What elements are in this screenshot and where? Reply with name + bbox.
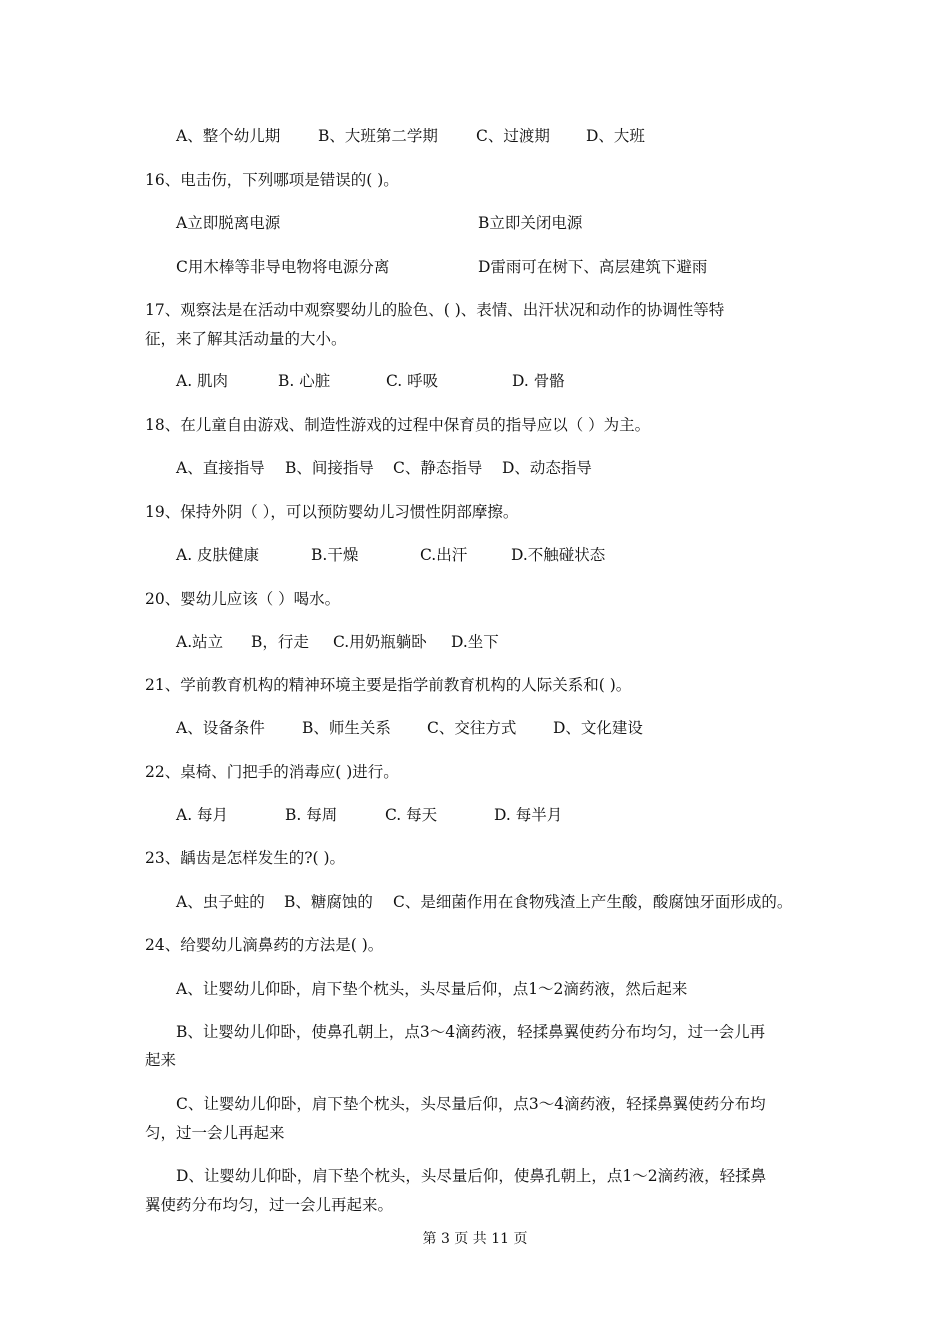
q19-option-a: A. 皮肤健康 xyxy=(176,546,260,564)
q19-option-b: B.干燥 xyxy=(311,546,359,564)
q23-options xyxy=(176,892,792,912)
q17-option-b: B. 心脏 xyxy=(278,372,331,390)
page-number: 第 3 页 共 11 页 xyxy=(422,1231,528,1247)
q20-option-c: C.用奶瓶躺卧 xyxy=(333,633,427,651)
q18-option-d: D、动态指导 xyxy=(502,459,592,477)
q24-option-c-line1: C、让婴幼儿仰卧，肩下垫个枕头，头尽量后仰，点3～4滴药液，轻揉鼻翼使药分布均 xyxy=(176,1095,766,1113)
q20-stem: 20、婴幼儿应该（ ）喝水。 xyxy=(145,590,341,608)
q17-option-c: C. 呼吸 xyxy=(386,372,439,390)
q24-stem: 24、给婴幼儿滴鼻药的方法是( )。 xyxy=(145,936,384,954)
q17-stem-line2: 征，来了解其活动量的大小。 xyxy=(145,330,347,348)
q20-options xyxy=(176,632,499,652)
q21-option-a: A、设备条件 xyxy=(176,719,265,737)
q16-option-b: B立即关闭电源 xyxy=(478,214,583,232)
q19-options xyxy=(176,545,605,565)
q21-stem: 21、学前教育机构的精神环境主要是指学前教育机构的人际关系和( )。 xyxy=(145,676,632,694)
q17-option-d: D. 骨骼 xyxy=(512,372,565,390)
q22-option-a: A. 每月 xyxy=(176,806,229,824)
q16-option-d: D雷雨可在树下、高层建筑下避雨 xyxy=(478,258,708,276)
q16-option-c: C用木棒等非导电物将电源分离 xyxy=(176,258,390,276)
q23-option-b: B、糖腐蚀的 xyxy=(284,893,373,911)
q16-stem: 16、电击伤，下列哪项是错误的( )。 xyxy=(145,171,399,189)
q24-option-a: A、让婴幼儿仰卧，肩下垫个枕头，头尽量后仰，点1～2滴药液，然后起来 xyxy=(176,980,688,998)
q23-option-c: C、是细菌作用在食物残渣上产生酸，酸腐蚀牙面形成的。 xyxy=(393,893,793,911)
q17-options xyxy=(176,371,565,391)
q22-option-b: B. 每周 xyxy=(285,806,338,824)
q18-option-c: C、静态指导 xyxy=(393,459,483,477)
q15-option-c: C、过渡期 xyxy=(476,127,550,145)
q22-stem: 22、桌椅、门把手的消毒应( )进行。 xyxy=(145,763,399,781)
q22-option-d: D. 每半月 xyxy=(494,806,563,824)
q24-option-d-line1: D、让婴幼儿仰卧，肩下垫个枕头，头尽量后仰，使鼻孔朝上，点1～2滴药液，轻揉鼻 xyxy=(176,1167,767,1185)
q24-option-b-line2: 起来 xyxy=(145,1051,177,1069)
q21-option-c: C、交往方式 xyxy=(427,719,517,737)
q24-option-b-line1: B、让婴幼儿仰卧，使鼻孔朝上，点3～4滴药液，轻揉鼻翼使药分布均匀，过一会儿再 xyxy=(176,1023,766,1041)
q22-options xyxy=(176,805,562,825)
q15-option-b: B、大班第二学期 xyxy=(318,127,438,145)
q15-option-d: D、大班 xyxy=(586,127,645,145)
q15-option-a: A、整个幼儿期 xyxy=(176,127,281,145)
q21-options xyxy=(176,718,643,738)
q16-option-a: A立即脱离电源 xyxy=(176,214,281,232)
q21-option-b: B、师生关系 xyxy=(302,719,391,737)
q18-option-a: A、直接指导 xyxy=(176,459,265,477)
q22-option-c: C. 每天 xyxy=(385,806,438,824)
q20-option-a: A.站立 xyxy=(176,633,224,651)
q24-option-d-line2: 翼使药分布均匀，过一会儿再起来。 xyxy=(145,1196,394,1214)
q17-stem-line1: 17、观察法是在活动中观察婴幼儿的脸色、( )、表情、出汗状况和动作的协调性等特 xyxy=(145,301,725,319)
q19-stem: 19、保持外阴（ ），可以预防婴幼儿习惯性阴部摩擦。 xyxy=(145,503,519,521)
q17-option-a: A. 肌肉 xyxy=(176,372,229,390)
q19-option-d: D.不触碰状态 xyxy=(511,546,606,564)
q24-option-c-line2: 匀，过一会儿再起来 xyxy=(145,1124,285,1142)
q18-stem: 18、在儿童自由游戏、制造性游戏的过程中保育员的指导应以（ ）为主。 xyxy=(145,416,651,434)
q20-option-b: B，行走 xyxy=(251,633,309,651)
q23-stem: 23、龋齿是怎样发生的?( )。 xyxy=(145,849,346,867)
q20-option-d: D.坐下 xyxy=(451,633,499,651)
q18-options xyxy=(176,458,592,478)
q15-options xyxy=(176,126,645,146)
q23-option-a: A、虫子蛀的 xyxy=(176,893,265,911)
q21-option-d: D、文化建设 xyxy=(553,719,643,737)
q19-option-c: C.出汗 xyxy=(420,546,468,564)
q18-option-b: B、间接指导 xyxy=(285,459,374,477)
